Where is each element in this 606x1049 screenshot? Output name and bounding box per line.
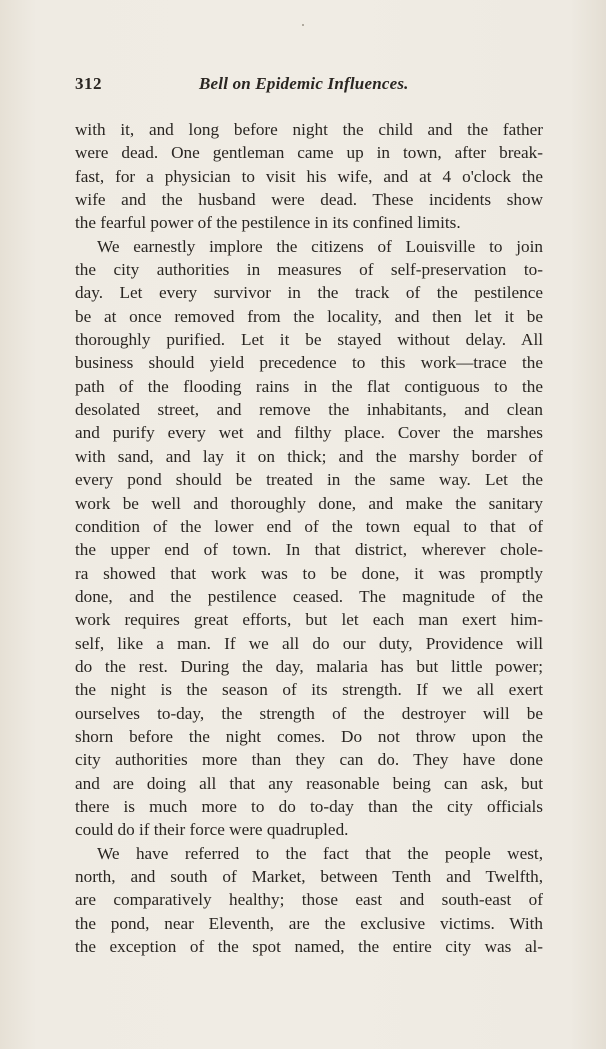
text-line: business should yield precedence to this work—trace the xyxy=(75,353,543,373)
text-line: desolated street, and remove the inhabitants, and clean xyxy=(75,400,543,420)
text-line: wife and the husband were dead. These incidents show xyxy=(75,190,543,210)
text-line: there is much more to do to-day than the city officials xyxy=(75,796,543,816)
text-line: north, and south of Market, between Tenth and Twelfth, xyxy=(75,867,543,886)
text-line: self, like a man. If we all do our duty, Providence will xyxy=(75,633,543,653)
text-line: could do if their force were quadrupled. xyxy=(75,820,349,840)
body-text xyxy=(75,118,543,958)
text-line: every pond should be treated in the same way. Let the xyxy=(75,470,543,490)
running-head xyxy=(75,74,545,96)
text-line: be at once removed from the locality, and then let it be xyxy=(75,306,543,326)
text-line: ourselves to-day, the strength of the destroyer will be xyxy=(75,703,543,723)
text-line: with sand, and lay it on thick; and the marshy border of xyxy=(75,446,543,466)
text-line: are comparatively healthy; those east and south-east of xyxy=(75,890,543,910)
text-line: fast, for a physician to visit his wife, and at 4 o'clock the xyxy=(75,166,543,186)
text-line: the night is the season of its strength. If we all exert xyxy=(75,680,543,700)
text-line: the city authorities in measures of self-preservation to- xyxy=(75,260,543,280)
text-line: We have referred to the fact that the people west, xyxy=(97,843,543,863)
text-line: ra showed that work was to be done, it was promptly xyxy=(75,563,543,583)
text-line: city authorities more than they can do. They have done xyxy=(75,750,543,770)
text-line: thoroughly purified. Let it be stayed without delay. All xyxy=(75,330,543,350)
text-line: day. Let every survivor in the track of the pestilence xyxy=(75,283,543,303)
text-line: the upper end of town. In that district, wherever chole- xyxy=(75,540,543,560)
text-line: work be well and thoroughly done, and make the sanitary xyxy=(75,493,543,513)
text-line: work requires great efforts, but let each man exert him- xyxy=(75,610,543,630)
text-line: and are doing all that any reasonable being can ask, but xyxy=(75,773,543,793)
text-line: with it, and long before night the child and the father xyxy=(75,120,543,139)
text-line: the fearful power of the pestilence in its confined limits. xyxy=(75,213,461,233)
page-number: 312 xyxy=(75,74,102,93)
text-line: the exception of the spot named, the entire city was al- xyxy=(75,937,543,957)
text-line: path of the flooding rains in the flat contiguous to the xyxy=(75,376,543,396)
text-line: shorn before the night comes. Do not throw upon the xyxy=(75,726,543,746)
text-line: and purify every wet and filthy place. Cover the marshes xyxy=(75,423,543,443)
text-line: condition of the lower end of the town equal to that of xyxy=(75,516,543,536)
text-line: done, and the pestilence ceased. The magnitude of the xyxy=(75,586,543,606)
text-line: do the rest. During the day, malaria has but little power; xyxy=(75,656,543,676)
text-line: the pond, near Eleventh, are the exclusive victims. With xyxy=(75,913,543,933)
running-title: Bell on Epidemic Influences. xyxy=(199,74,409,93)
paper-speck xyxy=(302,24,304,26)
text-line: were dead. One gentleman came up in town, after break- xyxy=(75,143,543,163)
text-line: We earnestly implore the citizens of Louisville to join xyxy=(97,236,543,256)
